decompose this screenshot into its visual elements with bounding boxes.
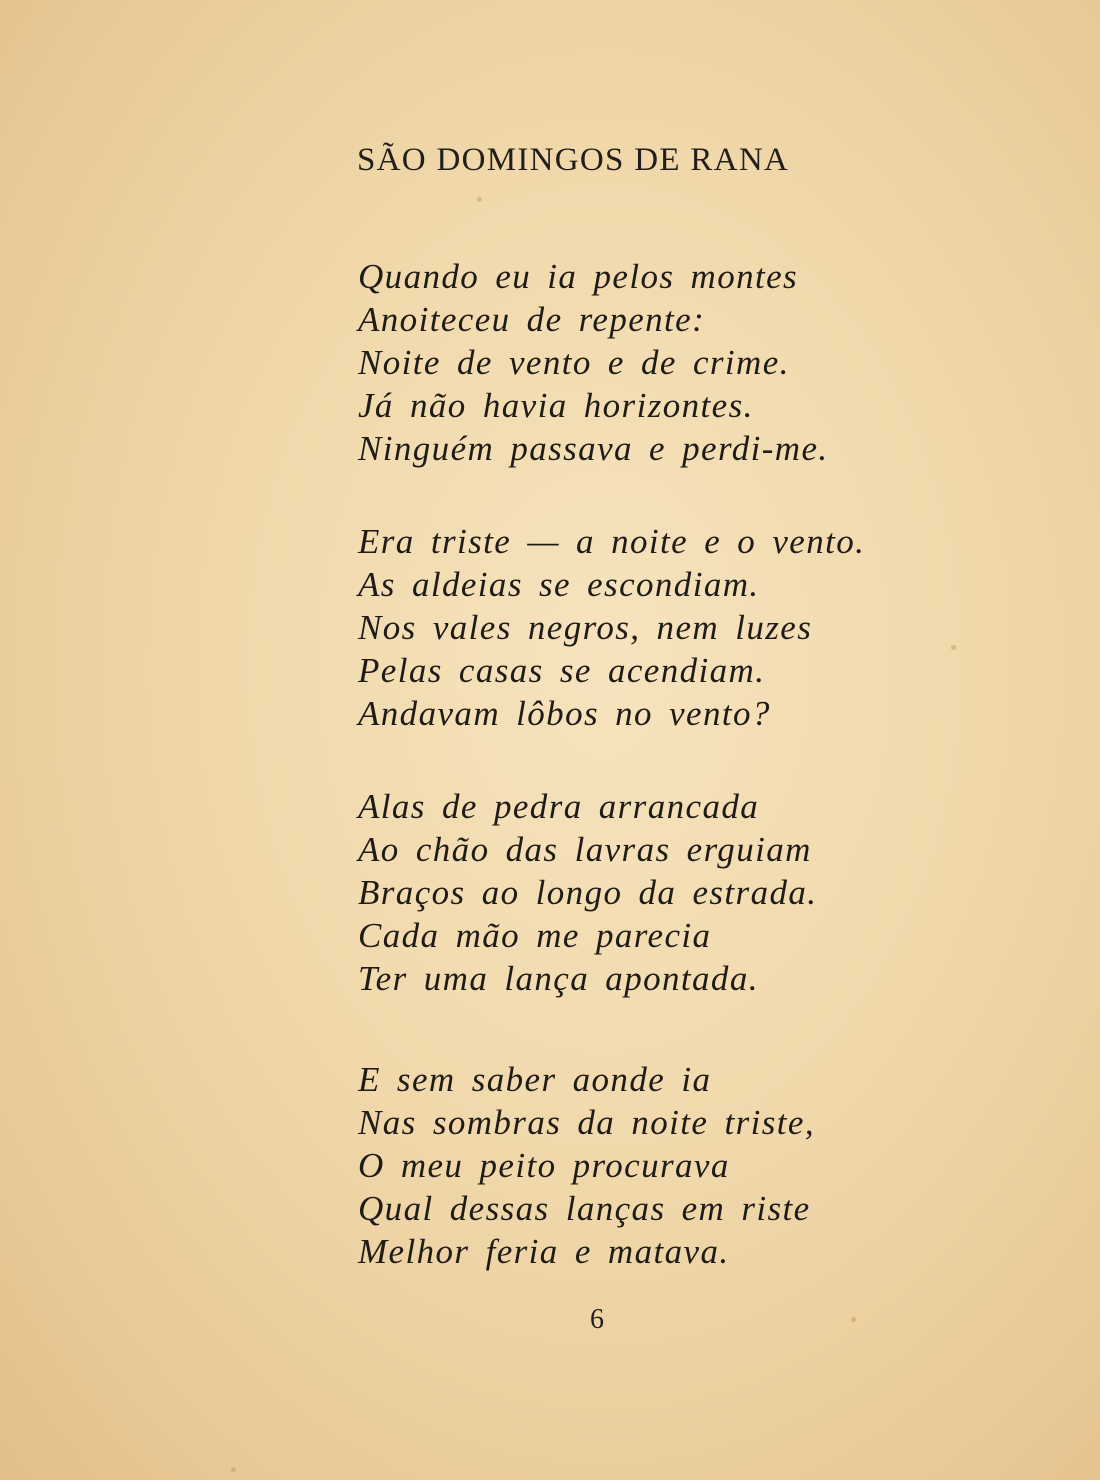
poem-line: Já não havia horizontes. — [358, 386, 754, 425]
poem-line: Pelas casas se acendiam. — [358, 651, 766, 690]
poem-line: As aldeias se escondiam. — [358, 565, 760, 604]
stanza-4 — [358, 1058, 858, 1273]
poem-line: O meu peito procurava — [358, 1146, 730, 1185]
poem-line: Qual dessas lanças em riste — [358, 1189, 811, 1228]
poem-line: Era triste — a noite e o vento. — [358, 522, 866, 561]
poem-line: Cada mão me parecia — [358, 916, 712, 955]
poem-line: Ao chão das lavras erguiam — [358, 830, 812, 869]
poem-title: SÃO DOMINGOS DE RANA — [357, 142, 790, 178]
poem-line: Melhor feria e matava. — [358, 1232, 730, 1271]
poem-line: Noite de vento e de crime. — [358, 343, 790, 382]
poem-line: Braços ao longo da estrada. — [358, 873, 818, 912]
poem-line: Andavam lôbos no vento? — [358, 694, 771, 733]
stanza-3 — [358, 785, 858, 1000]
stanza-2 — [358, 520, 866, 735]
poem-line: Ninguém passava e perdi-me. — [358, 429, 829, 468]
poem-line: Ter uma lança apontada. — [358, 959, 759, 998]
paper-speck — [851, 1317, 856, 1322]
paper-speck — [951, 645, 956, 650]
stanza-1 — [358, 255, 858, 470]
poem-line: Nas sombras da noite triste, — [358, 1103, 815, 1142]
page-number: 6 — [590, 1304, 604, 1335]
poem-line: Anoiteceu de repente: — [358, 300, 706, 339]
paper-speck — [231, 1467, 236, 1472]
poem-line: E sem saber aonde ia — [358, 1060, 712, 1099]
poem-line: Alas de pedra arrancada — [358, 787, 760, 826]
paper-speck — [477, 197, 482, 202]
poem-line: Nos vales negros, nem luzes — [358, 608, 813, 647]
poem-line: Quando eu ia pelos montes — [358, 257, 799, 296]
